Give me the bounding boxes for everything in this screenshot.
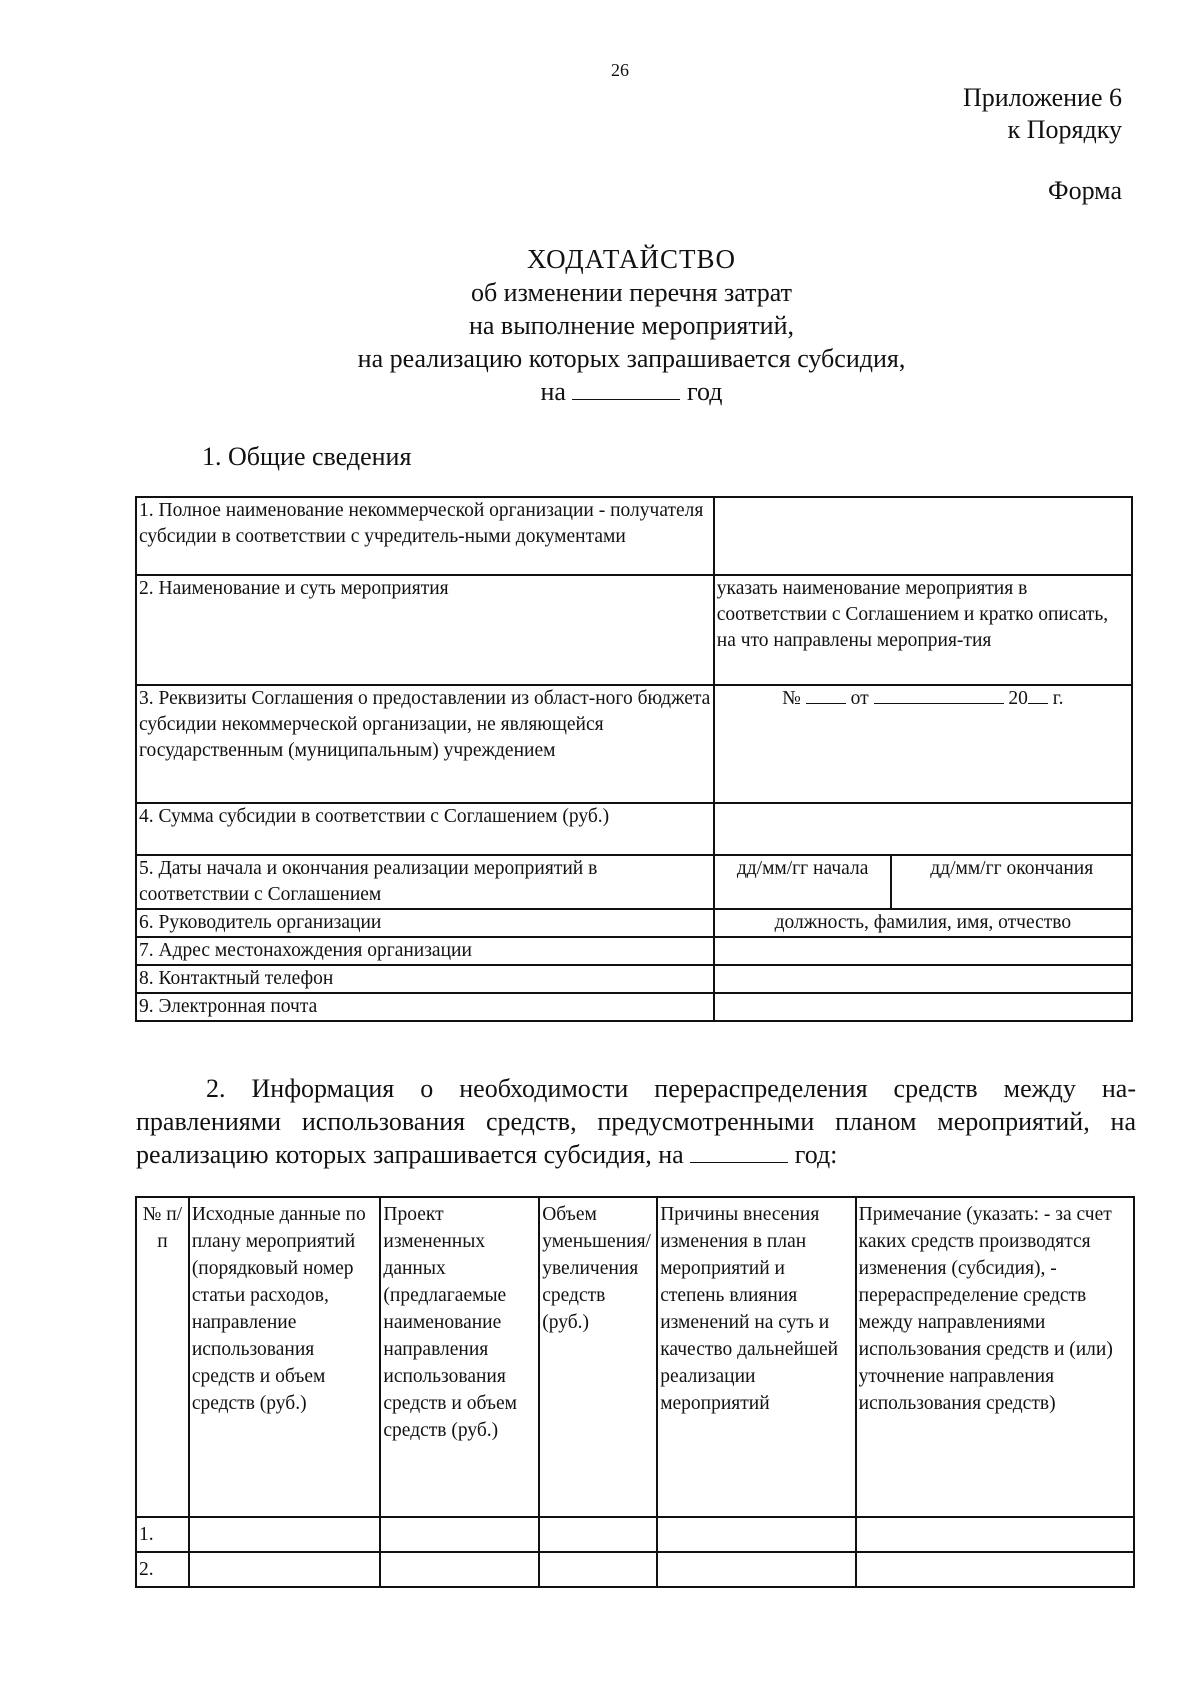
row-value xyxy=(714,803,1132,855)
row-label: 5. Даты начала и окончания реализации мероприятий в соответствии с Соглашением xyxy=(136,855,714,909)
row-label: 3. Реквизиты Соглашения о предоставлении из област-ного бюджета субсидии некоммерческой организации, не являющейся государственным (муниципальным) учреждением xyxy=(136,685,714,803)
column-header-proposed: Проект измененных данных (предлагаемые наименование направления использования средств и объем средств (руб.) xyxy=(380,1197,539,1517)
page-number: 26 xyxy=(611,60,629,80)
row-label: 1. Полное наименование некоммерческой организации - получателя субсидии в соответствии с учредитель-ными документами xyxy=(136,497,714,575)
agreement-requisites xyxy=(714,685,1132,803)
column-header-note: Примечание (указать: - за счет каких средств производятся изменения (субсидия), - перераспределение средств между направлениями использования средств и (или) уточнение направления использования средств) xyxy=(856,1197,1134,1517)
table-cell xyxy=(657,1552,855,1587)
row-value: должность, фамилия, имя, отчество xyxy=(714,909,1132,937)
table-cell xyxy=(539,1552,657,1587)
table-cell xyxy=(539,1517,657,1552)
table-cell xyxy=(380,1517,539,1552)
table-row xyxy=(136,855,1132,909)
from-label: от xyxy=(850,688,869,709)
number-sign: № xyxy=(782,688,801,709)
table-row xyxy=(136,497,1132,575)
table-cell xyxy=(380,1552,539,1587)
end-date-cell: дд/мм/гг окончания xyxy=(891,855,1132,909)
year-prefix: на xyxy=(540,377,566,406)
row-value: указать наименование мероприятия в соответствии с Соглашением и кратко описать, на что направлены мероприя-тия xyxy=(714,575,1132,685)
table-cell xyxy=(189,1552,381,1587)
row-label: 7. Адрес местонахождения организации xyxy=(136,937,714,965)
table-row xyxy=(136,1517,1134,1552)
row-label: 9. Электронная почта xyxy=(136,993,714,1021)
section2-heading xyxy=(136,1072,1136,1171)
general-info-table xyxy=(135,496,1133,1022)
year-blank xyxy=(572,399,680,400)
section2-heading-suffix: год: xyxy=(794,1140,838,1169)
column-header-number: № п/п xyxy=(136,1197,189,1517)
table-cell xyxy=(856,1517,1134,1552)
year-blank xyxy=(690,1162,788,1163)
year-suffix: год xyxy=(686,377,723,406)
column-header-reasons: Причины внесения изменения в план мероприятий и степень влияния изменений на суть и качество дальнейшей реализации мероприятий xyxy=(657,1197,855,1517)
row-value xyxy=(714,497,1132,575)
table-cell xyxy=(856,1552,1134,1587)
row-label: 6. Руководитель организации xyxy=(136,909,714,937)
table-row xyxy=(136,937,1132,965)
subtitle-line-4 xyxy=(0,375,1200,408)
table-cell xyxy=(189,1517,381,1552)
redistribution-table xyxy=(135,1196,1135,1588)
year-prefix: 20 xyxy=(1008,688,1028,709)
table-row xyxy=(136,803,1132,855)
number-blank xyxy=(806,703,846,704)
document-subtitle xyxy=(0,276,1200,408)
table-row xyxy=(136,1552,1134,1587)
table-row xyxy=(136,909,1132,937)
row-label: 2. Наименование и суть мероприятия xyxy=(136,575,714,685)
subtitle-line-3: на реализацию которых запрашивается субсидия, xyxy=(357,344,906,373)
column-header-original: Исходные данные по плану мероприятий (порядковый номер статьи расходов, направление использования средств и объем средств (руб.) xyxy=(189,1197,381,1517)
row-label: 4. Сумма субсидии в соответствии с Соглашением (руб.) xyxy=(136,803,714,855)
form-label: Форма xyxy=(1048,176,1122,205)
row-label: 8. Контактный телефон xyxy=(136,965,714,993)
row-number: 2. xyxy=(136,1552,189,1587)
date-blank xyxy=(874,703,1004,704)
column-header-amount: Объем уменьшения/увеличения средств (руб.) xyxy=(539,1197,657,1517)
table-cell xyxy=(657,1517,855,1552)
subtitle-line-2: на выполнение мероприятий, xyxy=(468,311,795,340)
row-value xyxy=(714,993,1132,1021)
year-abbrev: г. xyxy=(1052,688,1064,709)
year-blank xyxy=(1028,703,1048,704)
subtitle-line-1: об изменении перечня затрат xyxy=(470,278,793,307)
row-number: 1. xyxy=(136,1517,189,1552)
section1-heading: 1. Общие сведения xyxy=(202,442,412,471)
appendix-line-2: к Порядку xyxy=(1007,115,1122,144)
row-value xyxy=(714,937,1132,965)
appendix-line-1: Приложение 6 xyxy=(962,83,1122,112)
appendix-header xyxy=(963,82,1122,146)
table-row xyxy=(136,965,1132,993)
table-row xyxy=(136,685,1132,803)
table-header-row xyxy=(136,1197,1134,1517)
table-row xyxy=(136,575,1132,685)
section2-heading-text: 2. Информация о необходимости перераспределения средств между на-правлениями использования средств, предусмотренными планом мероприятий, на реализацию которых запрашивается субсидия, на xyxy=(136,1074,1136,1169)
start-date-cell: дд/мм/гг начала xyxy=(714,855,892,909)
table-row xyxy=(136,993,1132,1021)
row-value xyxy=(714,965,1132,993)
document-title: ХОДАТАЙСТВО xyxy=(527,244,736,274)
